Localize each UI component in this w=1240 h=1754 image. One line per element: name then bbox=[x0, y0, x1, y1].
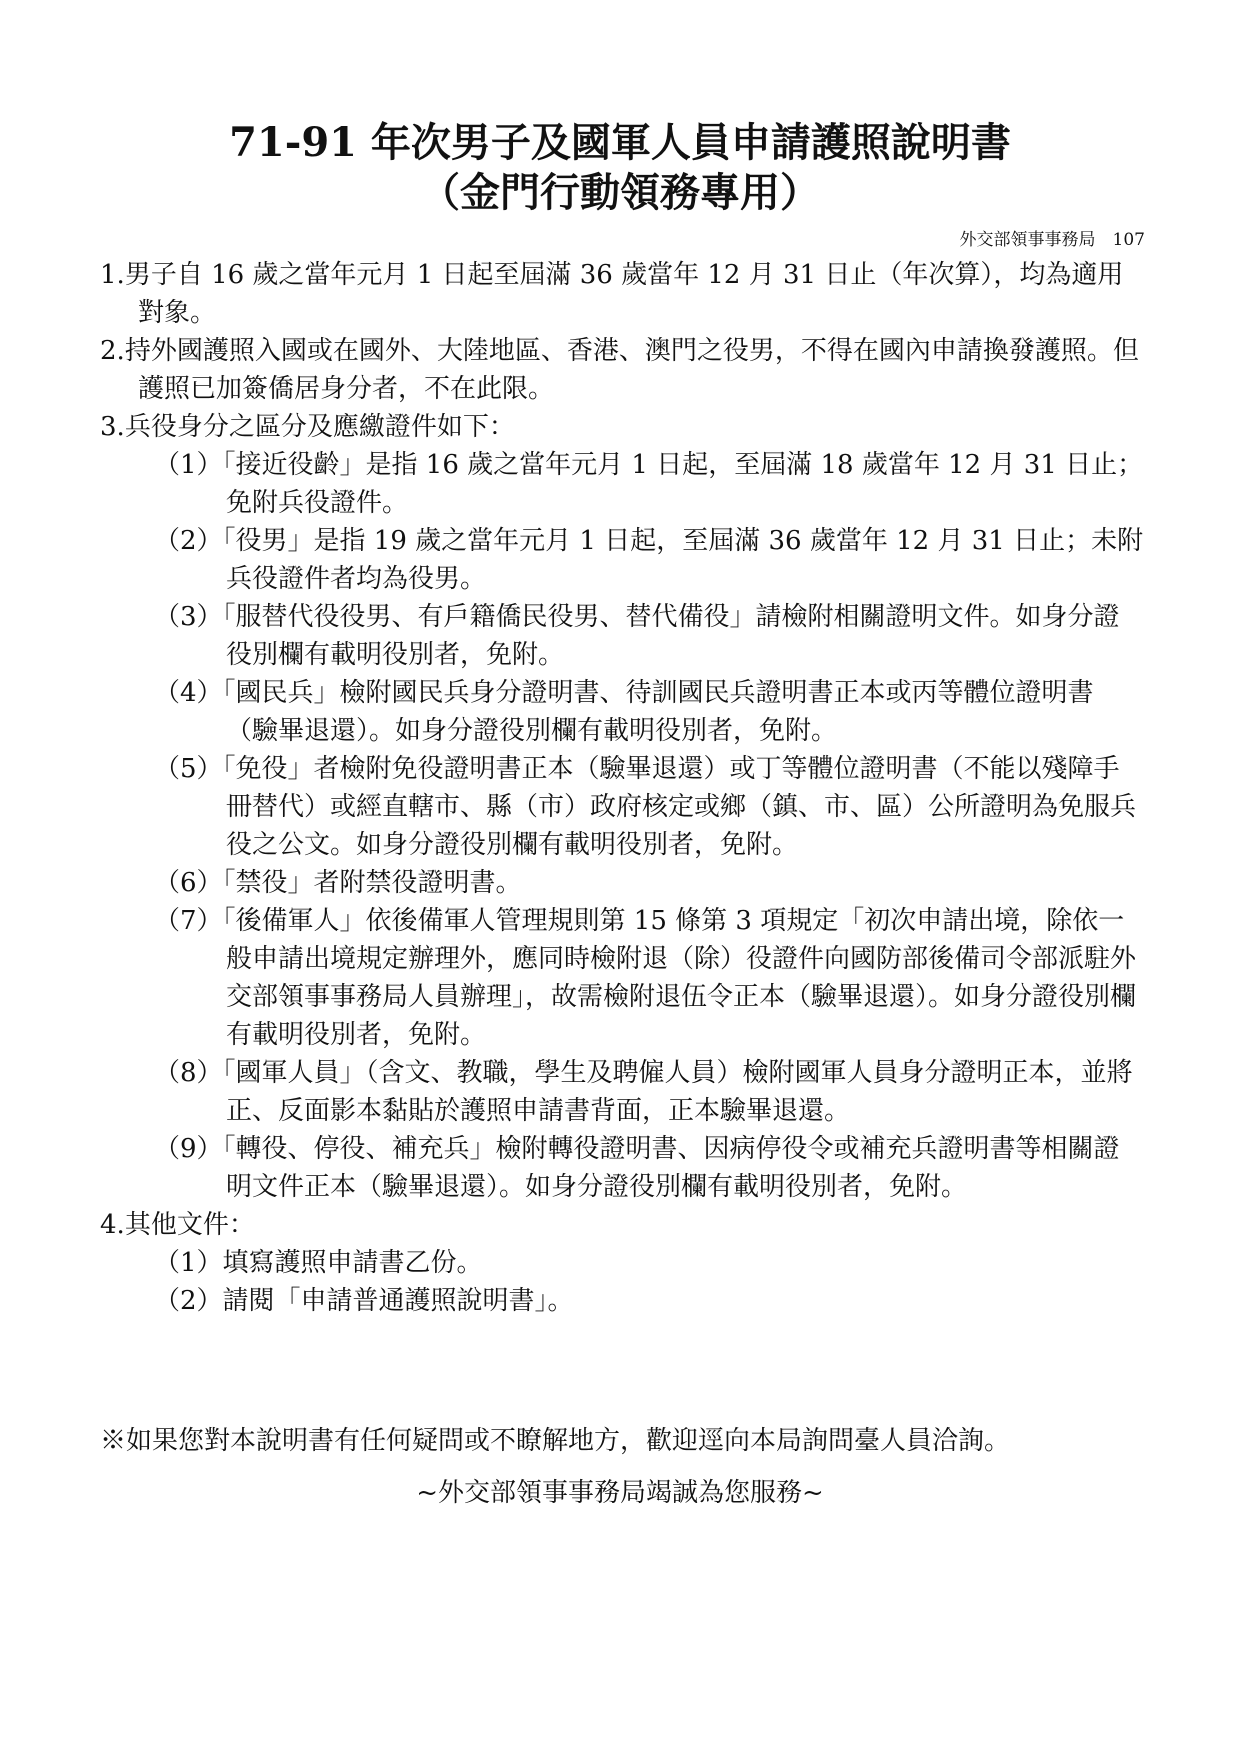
sub-list-item: （6）「禁役」者附禁役證明書。 bbox=[154, 868, 522, 898]
sub-list-item: （1）填寫護照申請書乙份。 bbox=[154, 1248, 483, 1278]
list-item: 4.其他文件： bbox=[100, 1210, 255, 1240]
sub-list-item: （2）「役男」是指 19 歲之當年元月 1 日起，至屆滿 36 歲當年 12 月 31 日止；未附兵役證件者均為役男。 bbox=[154, 526, 1144, 594]
closing-line: ~外交部領事事務局竭誠為您服務~ bbox=[416, 1478, 824, 1508]
list-item: 2.持外國護照入國或在國外、大陸地區、香港、澳門之役男，不得在國內申請換發護照。但護照已加簽僑居身分者，不在此限。 bbox=[100, 336, 1139, 404]
sub-list-item: （8）「國軍人員」（含文、教職，學生及聘僱人員）檢附國軍人員身分證明正本，並將正、反面影本黏貼於護照申請書背面，正本驗畢退還。 bbox=[154, 1058, 1133, 1126]
sub-list-item: （4）「國民兵」檢附國民兵身分證明書、待訓國民兵證明書正本或丙等體位證明書（驗畢退還）。如身分證役別欄有載明役別者，免附。 bbox=[154, 678, 1094, 746]
document-title: 71-91 年次男子及國軍人員申請護照說明書 bbox=[229, 119, 1011, 166]
sub-list-item: （9）「轉役、停役、補充兵」檢附轉役證明書、因病停役令或補充兵證明書等相關證明文件正本（驗畢退還）。如身分證役別欄有載明役別者，免附。 bbox=[154, 1134, 1120, 1202]
document-body bbox=[100, 256, 1145, 1320]
sub-list-item: （7）「後備軍人」依後備軍人管理規則第 15 條第 3 項規定「初次申請出境，除依一般申請出境規定辦理外，應同時檢附退（除）役證件向國防部後備司令部派駐外交部領事事務局人員辦理」，故需檢附退伍令正本（驗畢退還）。如身分證役別欄有載明役別者，免附。 bbox=[154, 906, 1137, 1050]
document-subtitle: （金門行動領務專用） bbox=[420, 169, 820, 216]
office-code: 外交部領事事務局 107 bbox=[959, 230, 1145, 250]
inquiry-notice: ※如果您對本說明書有任何疑問或不瞭解地方，歡迎逕向本局詢問臺人員洽詢。 bbox=[100, 1426, 1011, 1456]
sub-list-item: （5）「免役」者檢附免役證明書正本（驗畢退還）或丁等體位證明書（不能以殘障手冊替代）或經直轄市、縣（市）政府核定或鄉（鎮、市、區）公所證明為免服兵役之公文。如身分證役別欄有載明役別者，免附。 bbox=[154, 754, 1137, 860]
sub-list-item: （2）請閱「申請普通護照說明書」。 bbox=[154, 1286, 574, 1316]
list-item: 1.男子自 16 歲之當年元月 1 日起至屆滿 36 歲當年 12 月 31 日止（年次算），均為適用對象。 bbox=[100, 260, 1124, 328]
list-item: 3.兵役身分之區分及應繳證件如下： bbox=[100, 412, 515, 442]
sub-list-item: （1）「接近役齡」是指 16 歲之當年元月 1 日起，至屆滿 18 歲當年 12 月 31 日止；免附兵役證件。 bbox=[154, 450, 1144, 518]
sub-list-item: （3）「服替代役役男、有戶籍僑民役男、替代備役」請檢附相關證明文件。如身分證役別欄有載明役別者，免附。 bbox=[154, 602, 1120, 670]
